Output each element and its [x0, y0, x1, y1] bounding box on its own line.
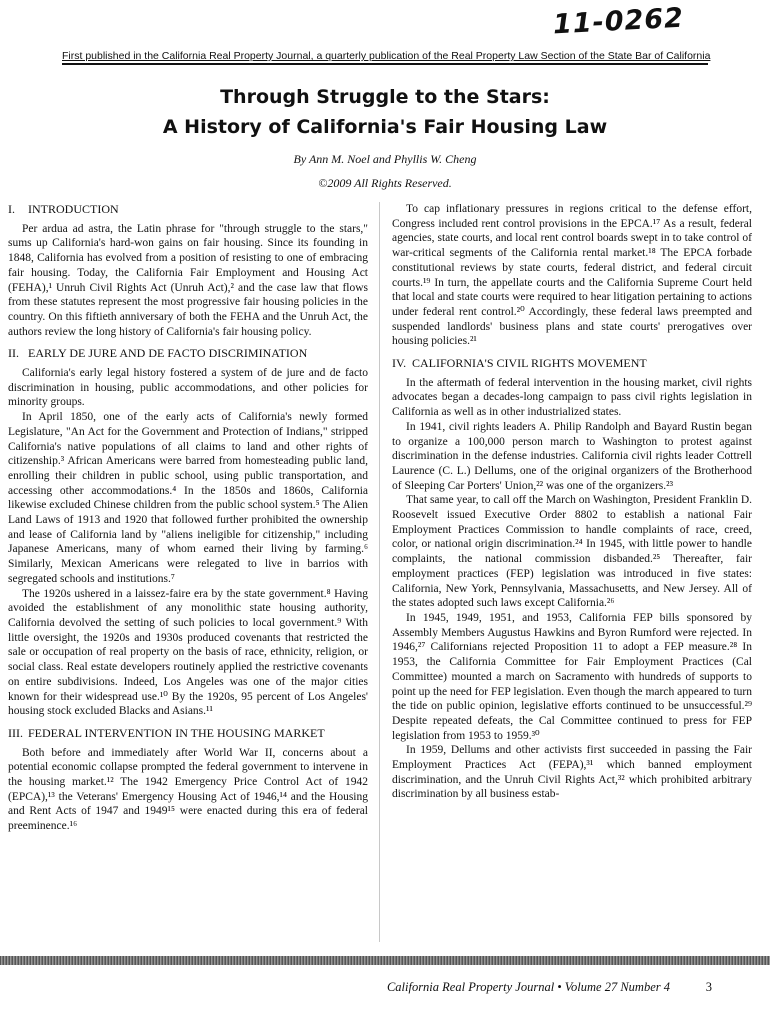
- page-number: 3: [705, 980, 712, 994]
- paragraph: Per ardua ad astra, the Latin phrase for "through struggle to the stars," sums up California's hard-won gains on fair housing. Since its founding in 1848, California has evolved from a position of resisting to one of embracing fair housing. Today, the California Fair Employment and Housing Act (FEHA),¹ Unruh Civil Rights Act (Unruh Act),² and the case law that flows from these statutes represent the most progressive fair housing policies in the country. On this fiftieth anniversary of both the FEHA and the Unruh Act, the authors review the long history of California's fair housing policy.: [8, 222, 368, 338]
- copyright-notice: ©2009 All Rights Reserved.: [318, 176, 452, 190]
- paragraph: Both before and immediately after World War II, concerns about a potential economic collapse prompted the federal government to intervene in the housing market.¹² The 1942 Emergency Price Control Act of 1942 (EPCA),¹³ the Veterans' Emergency Housing Act of 1946,¹⁴ and the Housing and Rent Acts of 1947 and 1949¹⁵ were enacted during this era of federal preeminence.¹⁶: [8, 746, 368, 833]
- column-divider: [379, 202, 380, 942]
- paragraph: California's early legal history fostered a system of de jure and de facto discrimination in housing, public accommodations, and other policies for minority groups.: [8, 367, 368, 409]
- section-title: CALIFORNIA'S CIVIL RIGHTS MOVEMENT: [412, 356, 647, 371]
- article-title-line1: Through Struggle to the Stars:: [220, 86, 550, 108]
- paragraph: The 1920s ushered in a laissez-faire era by the state government.⁸ Having avoided the establishment of any monolithic state housing authority, California devolved the setting of such policies to local government.⁹ With little oversight, the 1920s and 1930s produced covenants that restricted the sale or occupation of real property on the basis of race, ethnicity, religion, or social class. Real estate developers routinely applied the restrictive covenants on entire subdivisions. Indeed, Los Angeles was one of the major cities known for their widespread use.¹⁰ By the 1920s, 95 percent of Los Angeles' housing stock excluded Blacks and Asians.¹¹: [8, 587, 368, 718]
- section-heading-introduction: [8, 202, 368, 217]
- section-heading-federal-intervention: [8, 726, 368, 741]
- paragraph: To cap inflationary pressures in regions critical to the defense effort, Congress included rent control provisions in the EPCA.¹⁷ As a result, federal agencies, state courts, and local rent control boards swept in to take control of war-critical segments of the California rental market.¹⁸ The EPCA forbade constitutional reviews by state courts, federal district, and federal circuit courts.¹⁹ In turn, the appellate courts and the California Supreme Court held that local and state courts were required to hear litigation pertaining to actions under federal rent control.²⁰ Accordingly, these federal laws preempted and suspended landlords' business plans and state courts' prerogatives over housing policies.²¹: [392, 203, 752, 348]
- right-column: [392, 202, 752, 802]
- handwritten-document-number: 11-0262: [552, 2, 685, 41]
- section-number: III.: [8, 725, 23, 740]
- section-number: IV.: [392, 356, 407, 371]
- footer-band: [0, 956, 770, 965]
- section-title: FEDERAL INTERVENTION IN THE HOUSING MARKET: [28, 725, 325, 740]
- article-title-line2: A History of California's Fair Housing Law: [162, 116, 608, 138]
- section-number: II.: [8, 346, 19, 361]
- section-heading-discrimination: [8, 346, 368, 361]
- left-column: [8, 202, 368, 834]
- paragraph: That same year, to call off the March on Washington, President Franklin D. Roosevelt issued Executive Order 8802 to establish a national Fair Employment Practices Commission to handle complaints of race, creed, color, or national origin discrimination.²⁴ In 1945, with little power to handle complaints, the national commission disbanded.²⁵ Thereafter, fair employment practices (FEP) legislation was introduced in five states: California, New York, Pennsylvania, Massachusetts, and New Jersey. All of the states adopted such laws except California.²⁶: [392, 494, 752, 610]
- paragraph: In 1959, Dellums and other activists first succeeded in passing the Fair Employment Practices Act (FEPA),³¹ which banned employment discrimination, and the Unruh Civil Rights Act,³² which prohibited arbitrary discrimination by all business estab-: [392, 744, 752, 801]
- publication-notice: First published in the California Real Property Journal, a quarterly publication of the Real Property Law Section of the State Bar of California: [62, 50, 711, 62]
- section-title: EARLY DE JURE AND DE FACTO DISCRIMINATION: [28, 346, 308, 361]
- section-number: I.: [8, 202, 15, 216]
- paragraph: In 1945, 1949, 1951, and 1953, California FEP bills sponsored by Assembly Members Augustus Hawkins and Byron Rumford were rejected. In 1946,²⁷ Californians rejected Proposition 11 to adopt a FEP measure.²⁸ In 1953, the California Committee for Fair Employment Practices (Cal Committee) mounted a march on Sacramento with hundreds of supports to point up the need for FEP legislation. Even though the march appeared to turn the tide on public opinion, legislative efforts continued to be unsuccessful.²⁹ Despite repeated defeats, the Cal Committee continued to press for FEP legislation from 1953 to 1959.³⁰: [392, 611, 752, 742]
- header-rule: [62, 63, 708, 65]
- section-heading-civil-rights: [392, 356, 752, 371]
- paragraph: In the aftermath of federal intervention in the housing market, civil rights advocates began a decades-long campaign to pass civil rights legislation in California as well as in other industrialized states.: [392, 376, 752, 419]
- author-byline: By Ann M. Noel and Phyllis W. Cheng: [293, 152, 477, 166]
- section-title: INTRODUCTION: [28, 202, 119, 216]
- journal-citation: California Real Property Journal • Volume 27 Number 4: [386, 980, 670, 994]
- paragraph: In April 1850, one of the early acts of California's newly formed Legislature, "An Act for the Government and Protection of Indians," stripped California's native populations of all claims to land and other rights of citizenship.³ African Americans were barred from homesteading public land, enrolling their children in public school, using public transportation, and accessing other accommodations.⁴ In the 1850s and 1860s, California likewise excluded Chinese children from the public school system.⁵ The Alien Land Laws of 1913 and 1920 that followed further prohibited the ownership and lease of California land by "aliens ineligible for citizenship," including Japanese Americans, many of whom earned their living by farming.⁶ Similarly, Mexican Americans were relegated to live in barrios with segregated schools and institutions.⁷: [8, 411, 368, 585]
- paragraph: In 1941, civil rights leaders A. Philip Randolph and Bayard Rustin began to organize a 100,000 person march to Washington to protest against discrimination in the defense industries. California civil rights leader Cottrell Laurence (C. L.) Dellums, one of the original organizers of the Brotherhood of Sleeping Car Porters' Union,²² was one of the organizers.²³: [392, 420, 752, 492]
